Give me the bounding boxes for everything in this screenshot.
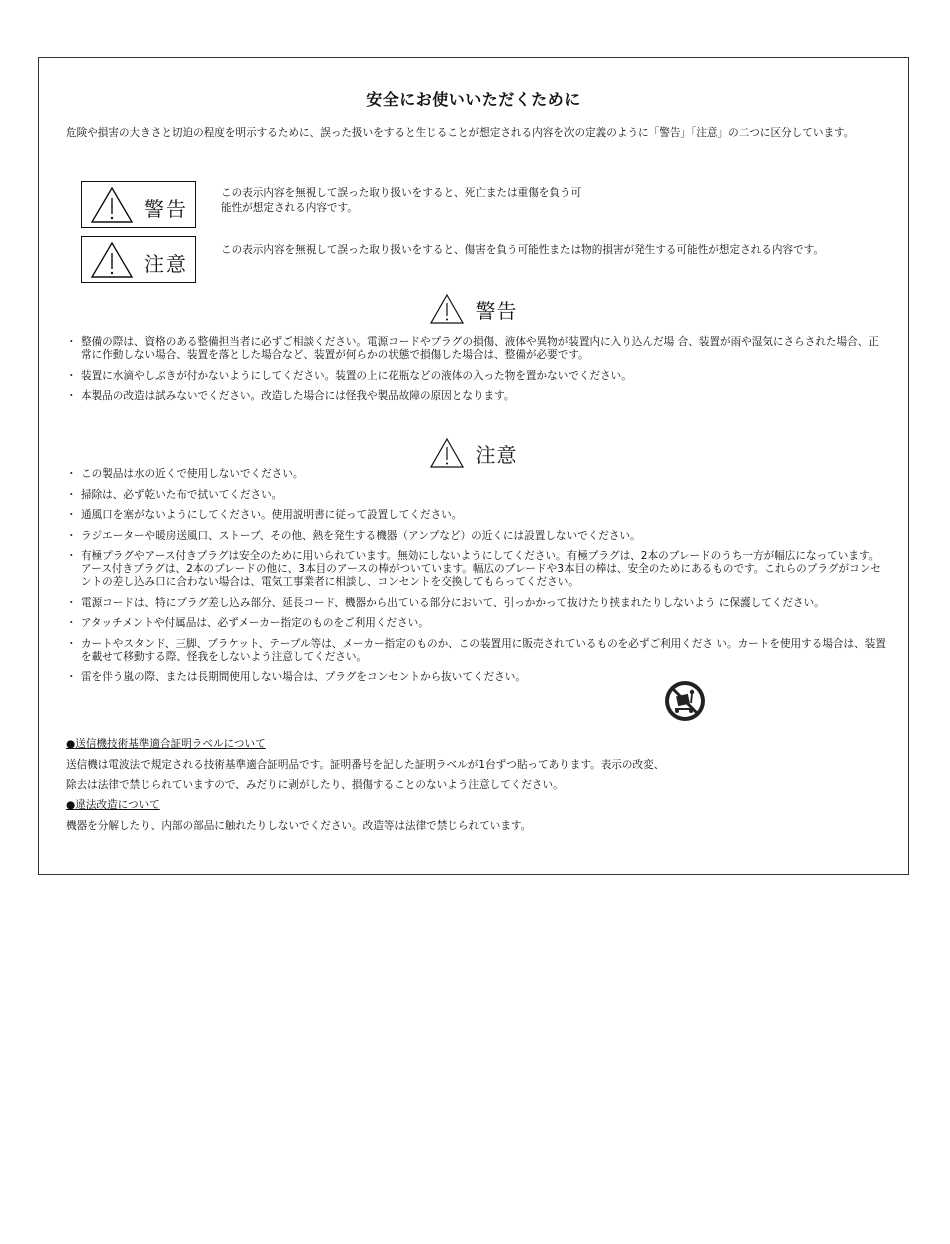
warning-triangle-icon [430, 294, 464, 324]
list-item: ・ ラジエーターや暖房送風口、ストーブ、その他、熱を発生する機器（アンプなど）の近くには設置しないでください。 [66, 529, 641, 542]
list-item: ・ アタッチメントや付属品は、必ずメーカー指定のものをご利用ください。 [66, 617, 429, 629]
cart-tip-over-warning-icon [663, 679, 707, 723]
caution-list [66, 468, 888, 692]
label-section-heading: ●送信機技術基準適合証明ラベルについて [66, 738, 266, 750]
warning-section-heading [39, 294, 908, 326]
modification-section-heading: ●違法改造について [66, 799, 160, 811]
list-item: ・ 有極プラグやアース付きプラグは安全のために用いられています。無効にしないようにしてください。有極プラグは、2本のブレードのうち一方が幅広になっています。アース付きプラグは、2本のブレードの他に、3本目のアースの棒がついています。幅広のブレードや3本目の棒は、安全のためにあるものです。これらのプラグがコンセントの差し込み口に合わない場合は、電気工事業者に相談し、コンセントを交換してもらってください。 [66, 550, 881, 588]
safety-notice-frame [38, 57, 909, 875]
page-title: 安全にお使いいただくために [366, 90, 581, 109]
caution-section-heading [39, 438, 908, 470]
caution-definition-text: この表示内容を無視して誤った取り扱いをすると、傷害を負う可能性または物的損害が発生する可能性が想定される内容です。 [221, 244, 824, 256]
warning-definition-text: この表示内容を無視して誤った取り扱いをすると、死亡または重傷を負う可能性が想定される内容です。 [221, 187, 582, 214]
caution-triangle-icon [430, 438, 464, 468]
modification-section-text: 機器を分解したり、内部の部品に触れたりしないでください。改造等は法律で禁じられています。 [66, 820, 532, 832]
list-item: ・ 装置に水滴やしぶきが付かないようにしてください。装置の上に花瓶などの液体の入った物を置かないでください。 [66, 369, 632, 382]
caution-triangle-icon [90, 241, 134, 279]
caution-label: 注意 [144, 252, 188, 276]
warning-triangle-icon [90, 186, 134, 224]
caution-definition-box [81, 236, 196, 283]
warning-list [66, 336, 888, 411]
label-section-text: 送信機は電波法で規定される技術基準適合証明品です。証明番号を記した証明ラベルが1台ずつ貼ってあります。表示の改変、 除去は法律で禁じられていますので、みだりに剥がしたり、損傷することのないよう注意してください。 [66, 759, 665, 791]
list-item: ・ 雷を伴う嵐の際、または長期間使用しない場合は、プラグをコンセントから抜いてください。 [66, 671, 526, 683]
caution-section-title: 注意 [475, 442, 518, 467]
warning-section-title: 警告 [475, 298, 518, 323]
list-item: ・ この製品は水の近くで使用しないでください。 [66, 468, 304, 480]
warning-label: 警告 [144, 197, 188, 221]
list-item: ・ 掃除は、必ず乾いた布で拭いてください。 [66, 488, 283, 501]
intro-text: 危険や損害の大きさと切迫の程度を明示するために、誤った扱いをすると生じることが想定される内容を次の定義のように「警告」「注意」の二つに区分しています。 [66, 127, 855, 139]
list-item: ・ カートやスタンド、三脚、ブラケット、テーブル等は、メーカー指定のものか、この装置用に販売されているものを必ずご利用くださ い。カートを使用する場合は、装置を載せて移動する際、怪我をしないよう注意してください。 [66, 637, 886, 663]
list-item: ・ 整備の際は、資格のある整備担当者に必ずご相談ください。電源コードやプラグの損傷、液体や異物が装置内に入り込んだ場 合、装置が雨や湿気にさらされた場合、正常に作動しない場合、装置を落とした場合など、装置が何らかの状態で損傷した場合は、整備が必要です。 [66, 336, 879, 361]
list-item: ・ 本製品の改造は試みないでください。改造した場合には怪我や製品故障の原因となります。 [66, 390, 515, 402]
list-item: ・ 通風口を塞がないようにしてください。使用説明書に従って設置してください。 [66, 509, 463, 521]
warning-definition-box [81, 181, 196, 228]
list-item: ・ 電源コードは、特にプラグ差し込み部分、延長コード、機器から出ている部分において、引っかかって抜けたり挟まれたりしないよう に保護してください。 [66, 596, 825, 609]
